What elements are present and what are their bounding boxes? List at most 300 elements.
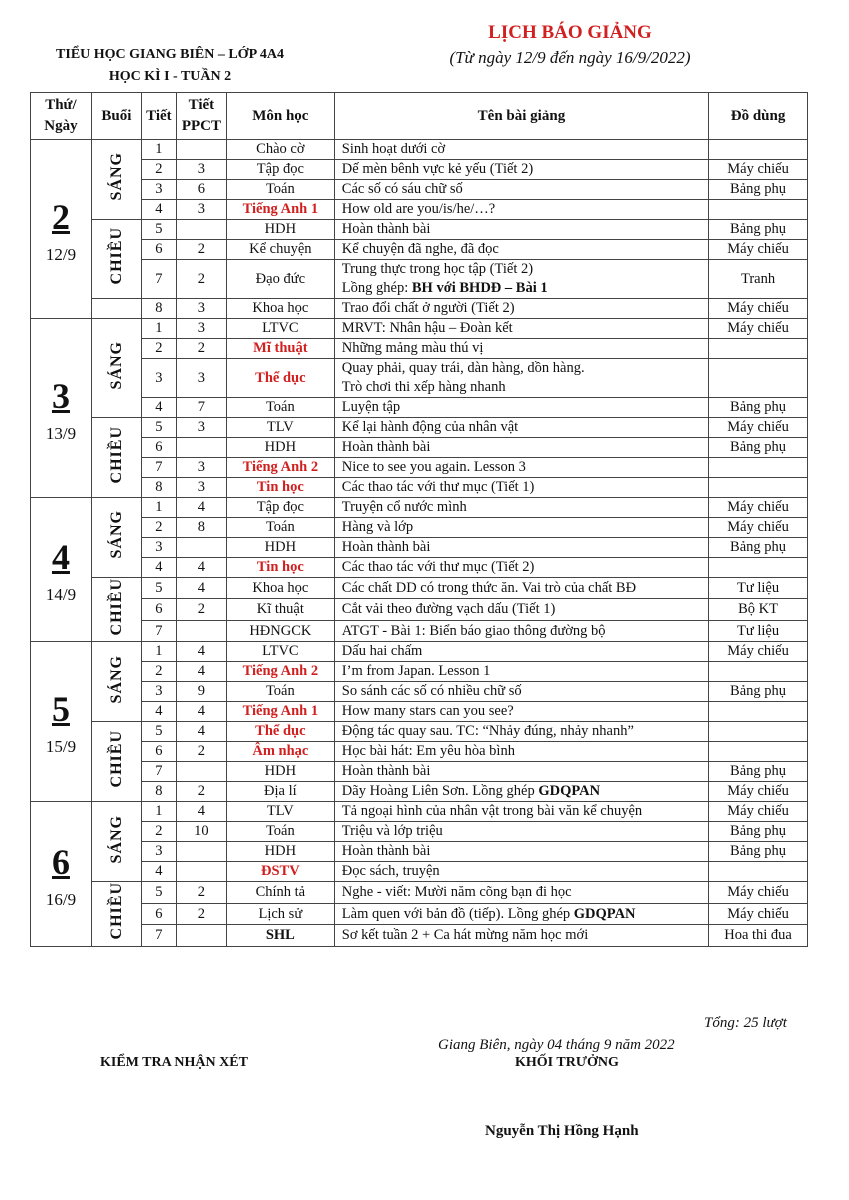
subject-cell: Địa lí [226, 782, 334, 802]
tool-cell [709, 702, 808, 722]
subject-cell: Đạo đức [226, 260, 334, 299]
lesson-cell [334, 319, 708, 339]
period-cell: 7 [141, 458, 176, 478]
lesson-cell [334, 299, 708, 319]
lesson-text: Kể lại hành động của nhân vật [341, 419, 519, 435]
day-number: 3 [51, 375, 70, 416]
lesson-text: Đọc sách, truyện [341, 863, 440, 880]
lesson-text: Cắt vải theo đường vạch dấu (Tiết 1) [341, 601, 556, 618]
day-cell [31, 319, 92, 498]
tool-cell: Bảng phụ [709, 438, 808, 458]
day-date: 15/9 [45, 737, 77, 757]
lesson-text: I’m from Japan. Lesson 1 [341, 663, 491, 680]
lesson-cell [334, 240, 708, 260]
table-row [31, 299, 808, 319]
ppct-cell: 4 [176, 662, 226, 682]
date-range: (Từ ngày 12/9 đến ngày 16/9/2022) [449, 48, 691, 67]
school-header [20, 44, 320, 88]
column-header: Tên bài giảng [334, 93, 708, 140]
period-cell: 5 [141, 418, 176, 438]
lesson-text: ATGT - Bài 1: Biển báo giao thông đường bộ [341, 622, 606, 639]
ppct-cell: 3 [176, 458, 226, 478]
table-row [31, 558, 808, 578]
lesson-text: Truyện cổ nước mình [341, 499, 467, 515]
lesson-text: Các thao tác với thư mục (Tiết 2) [341, 559, 535, 575]
lesson-text: How old are you/is/he/…? [341, 201, 496, 217]
tool-cell: Máy chiếu [709, 319, 808, 339]
subject-cell: Tập đọc [226, 160, 334, 180]
tool-cell: Máy chiếu [709, 299, 808, 319]
period-cell: 5 [141, 220, 176, 240]
tool-cell: Bộ KT [709, 599, 808, 620]
session-label: CHIỀU [107, 227, 125, 285]
lesson-highlight: GDQPAN [538, 783, 601, 800]
period-cell: 1 [141, 498, 176, 518]
ppct-cell: 3 [176, 359, 226, 398]
lesson-text: Sơ kết tuần 2 + Ca hát mừng năm học mới [341, 927, 589, 944]
table-row [31, 620, 808, 641]
table-row [31, 903, 808, 924]
tool-cell [709, 359, 808, 398]
period-cell: 7 [141, 762, 176, 782]
lesson-text: Dế mèn bênh vực kẻ yếu (Tiết 2) [341, 161, 534, 177]
lesson-text: Các thao tác với thư mục (Tiết 1) [341, 479, 535, 495]
subject-cell: HDH [226, 538, 334, 558]
table-row [31, 925, 808, 946]
subject-cell: TLV [226, 802, 334, 822]
ppct-cell [176, 762, 226, 782]
column-header: Tiết PPCT [176, 93, 226, 140]
tool-cell: Máy chiếu [709, 418, 808, 438]
table-row [31, 642, 808, 662]
lesson-text: Các chất DD có trong thức ăn. Vai trò của chất BĐ [341, 579, 637, 596]
day-cell [31, 140, 92, 319]
subject-cell: ĐSTV [226, 862, 334, 882]
check-label: KIỂM TRA NHẬN XÉT [100, 1055, 248, 1070]
table-row [31, 578, 808, 599]
ppct-cell: 2 [176, 742, 226, 762]
lesson-text: Triệu và lớp triệu [341, 823, 443, 840]
ppct-cell [176, 862, 226, 882]
subject-cell: Tin học [226, 478, 334, 498]
tool-cell: Bảng phụ [709, 398, 808, 418]
lesson-cell [334, 903, 708, 924]
ppct-cell: 3 [176, 478, 226, 498]
period-cell: 4 [141, 398, 176, 418]
subject-cell: Khoa học [226, 578, 334, 599]
subject-cell: Toán [226, 822, 334, 842]
table-row [31, 802, 808, 822]
lesson-cell [334, 862, 708, 882]
lesson-text: Nice to see you again. Lesson 3 [341, 459, 526, 475]
lesson-text: How many stars can you see? [341, 703, 514, 720]
period-cell: 2 [141, 518, 176, 538]
tool-cell: Bảng phụ [709, 682, 808, 702]
period-cell: 6 [141, 903, 176, 924]
period-cell: 5 [141, 722, 176, 742]
session-cell [91, 498, 141, 578]
subject-cell: Tập đọc [226, 498, 334, 518]
ppct-cell: 8 [176, 518, 226, 538]
ppct-cell: 4 [176, 702, 226, 722]
period-cell: 6 [141, 438, 176, 458]
subject-cell: Thể dục [226, 722, 334, 742]
table-row [31, 702, 808, 722]
table-row [31, 398, 808, 418]
column-header: Môn học [226, 93, 334, 140]
tool-cell [709, 742, 808, 762]
period-cell: 8 [141, 478, 176, 498]
lesson-text: Nghe - viết: Mười năm cõng bạn đi học [341, 884, 572, 901]
session-label: CHIỀU [107, 730, 125, 788]
subject-cell: Kĩ thuật [226, 599, 334, 620]
lesson-text: Tả ngoại hình của nhân vật trong bài văn kể chuyện [341, 803, 643, 820]
day-number: 6 [51, 841, 70, 882]
ppct-cell: 2 [176, 240, 226, 260]
lesson-cell [334, 842, 708, 862]
ppct-cell: 2 [176, 903, 226, 924]
day-date: 12/9 [45, 244, 77, 264]
term-label: HỌC KÌ I - TUẦN 2 [108, 69, 232, 84]
ppct-cell: 2 [176, 599, 226, 620]
lesson-cell [334, 140, 708, 160]
period-cell: 3 [141, 180, 176, 200]
ppct-cell: 10 [176, 822, 226, 842]
subject-cell: Âm nhạc [226, 742, 334, 762]
session-label: SÁNG [107, 510, 125, 559]
period-cell: 7 [141, 925, 176, 946]
lesson-cell [334, 359, 708, 398]
tool-cell: Máy chiếu [709, 882, 808, 903]
column-header: Buổi [91, 93, 141, 140]
lesson-cell [334, 782, 708, 802]
column-header: Thứ/ Ngày [31, 93, 92, 140]
session-cell [91, 418, 141, 498]
subject-cell: LTVC [226, 319, 334, 339]
table-row [31, 862, 808, 882]
tool-cell [709, 458, 808, 478]
ppct-cell [176, 538, 226, 558]
subject-cell: HDH [226, 438, 334, 458]
lesson-text: Trao đổi chất ở người (Tiết 2) [341, 300, 515, 316]
lesson-text: Học bài hát: Em yêu hòa bình [341, 743, 515, 760]
ppct-cell: 4 [176, 722, 226, 742]
ppct-cell: 6 [176, 180, 226, 200]
day-number: 5 [51, 689, 70, 730]
table-row [31, 599, 808, 620]
lesson-cell [334, 538, 708, 558]
lesson-text: Động tác quay sau. TC: “Nhảy đúng, nhảy nhanh” [341, 723, 634, 740]
table-row [31, 240, 808, 260]
lesson-cell [334, 220, 708, 240]
table-row [31, 160, 808, 180]
schedule-header [410, 20, 730, 70]
subject-cell: Mĩ thuật [226, 339, 334, 359]
table-row [31, 200, 808, 220]
ppct-cell: 4 [176, 802, 226, 822]
session-cell [91, 882, 141, 946]
period-cell: 1 [141, 140, 176, 160]
lesson-text: Trung thực trong học tập (Tiết 2) Lồng ghép: [341, 261, 534, 296]
tool-cell: Máy chiếu [709, 498, 808, 518]
lesson-cell [334, 518, 708, 538]
subject-cell: Tin học [226, 558, 334, 578]
day-date: 14/9 [45, 585, 77, 605]
tool-cell [709, 662, 808, 682]
session-cell [91, 319, 141, 418]
lesson-text: Làm quen với bản đồ (tiếp). Lồng ghép [341, 905, 574, 922]
subject-cell: Toán [226, 180, 334, 200]
tool-cell: Bảng phụ [709, 538, 808, 558]
table-row [31, 682, 808, 702]
lesson-cell [334, 662, 708, 682]
period-cell: 6 [141, 599, 176, 620]
ppct-cell: 3 [176, 418, 226, 438]
session-cell [91, 140, 141, 220]
lesson-highlight: BH với BHDĐ – Bài 1 [411, 280, 548, 296]
tool-cell: Máy chiếu [709, 782, 808, 802]
ppct-cell: 3 [176, 299, 226, 319]
ppct-cell: 4 [176, 642, 226, 662]
period-cell: 6 [141, 742, 176, 762]
lesson-cell [334, 558, 708, 578]
table-row [31, 438, 808, 458]
ppct-cell: 3 [176, 319, 226, 339]
lesson-text: Hoàn thành bài [341, 843, 431, 860]
tool-cell [709, 140, 808, 160]
ppct-cell: 2 [176, 339, 226, 359]
signer-name: Nguyễn Thị Hồng Hạnh [485, 1123, 639, 1139]
table-row [31, 842, 808, 862]
table-row [31, 140, 808, 160]
ppct-cell: 2 [176, 782, 226, 802]
table-row [31, 538, 808, 558]
subject-cell: HDH [226, 842, 334, 862]
period-cell: 3 [141, 538, 176, 558]
lesson-cell [334, 702, 708, 722]
tool-cell: Bảng phụ [709, 822, 808, 842]
ppct-cell [176, 842, 226, 862]
lesson-cell [334, 260, 708, 299]
day-cell [31, 642, 92, 802]
ppct-cell [176, 220, 226, 240]
lesson-cell [334, 742, 708, 762]
lesson-text: Các số có sáu chữ số [341, 181, 463, 197]
period-cell: 3 [141, 842, 176, 862]
lesson-highlight: GDQPAN [573, 905, 636, 922]
ppct-cell: 4 [176, 498, 226, 518]
tool-cell [709, 862, 808, 882]
tool-cell [709, 339, 808, 359]
session-cell [91, 642, 141, 722]
subject-cell: Tiếng Anh 2 [226, 458, 334, 478]
lesson-cell [334, 802, 708, 822]
lesson-text: Kể chuyện đã nghe, đã đọc [341, 241, 499, 257]
lesson-cell [334, 398, 708, 418]
subject-cell: Tiếng Anh 1 [226, 200, 334, 220]
session-cell [91, 220, 141, 299]
session-label: CHIỀU [107, 425, 125, 484]
subject-cell: Chính tả [226, 882, 334, 903]
subject-cell: HDH [226, 762, 334, 782]
tool-cell [709, 200, 808, 220]
lesson-cell [334, 418, 708, 438]
table-row [31, 722, 808, 742]
period-cell: 3 [141, 359, 176, 398]
tool-cell [709, 558, 808, 578]
tool-cell: Bảng phụ [709, 762, 808, 782]
subject-cell: Toán [226, 518, 334, 538]
lesson-text: Dấu hai chấm [341, 643, 423, 660]
ppct-cell: 7 [176, 398, 226, 418]
period-cell: 2 [141, 160, 176, 180]
period-cell: 5 [141, 882, 176, 903]
period-cell: 1 [141, 319, 176, 339]
period-cell: 4 [141, 862, 176, 882]
day-date: 13/9 [45, 423, 77, 443]
subject-cell: HĐNGCK [226, 620, 334, 641]
tool-cell: Máy chiếu [709, 802, 808, 822]
ppct-cell: 2 [176, 882, 226, 903]
subject-cell: Tiếng Anh 1 [226, 702, 334, 722]
period-cell: 8 [141, 299, 176, 319]
table-row [31, 498, 808, 518]
subject-cell: Toán [226, 398, 334, 418]
lesson-text: Dãy Hoàng Liên Sơn. Lồng ghép [341, 783, 539, 800]
table-row [31, 762, 808, 782]
subject-cell: Tiếng Anh 2 [226, 662, 334, 682]
tool-cell: Tư liệu [709, 620, 808, 641]
table-row [31, 782, 808, 802]
place-date: Giang Biên, ngày 04 tháng 9 năm 2022 [438, 1037, 675, 1053]
table-row [31, 260, 808, 299]
lesson-text: Hoàn thành bài [341, 539, 431, 555]
period-cell: 7 [141, 620, 176, 641]
subject-cell: HDH [226, 220, 334, 240]
lesson-text: Hàng và lớp [341, 519, 414, 535]
table-row [31, 339, 808, 359]
lesson-text: So sánh các số có nhiều chữ số [341, 683, 522, 700]
lesson-cell [334, 438, 708, 458]
day-date: 16/9 [45, 889, 77, 909]
lesson-cell [334, 882, 708, 903]
session-cell [91, 578, 141, 642]
session-label: CHIỀU [107, 578, 125, 636]
lesson-text: Sinh hoạt dưới cờ [341, 141, 446, 157]
ppct-cell: 4 [176, 558, 226, 578]
tool-cell: Máy chiếu [709, 642, 808, 662]
day-cell [31, 802, 92, 946]
lesson-text: Luyện tập [341, 399, 401, 415]
table-row [31, 478, 808, 498]
table-row [31, 518, 808, 538]
table-row [31, 882, 808, 903]
session-cell [91, 722, 141, 802]
subject-cell: Khoa học [226, 299, 334, 319]
tool-cell: Máy chiếu [709, 160, 808, 180]
subject-cell: Thể dục [226, 359, 334, 398]
lesson-cell [334, 160, 708, 180]
table-row [31, 662, 808, 682]
ppct-cell [176, 438, 226, 458]
session-cell [91, 299, 141, 319]
column-header: Tiết [141, 93, 176, 140]
subject-cell: TLV [226, 418, 334, 438]
ppct-cell [176, 620, 226, 641]
session-label: SÁNG [107, 340, 125, 390]
ppct-cell: 9 [176, 682, 226, 702]
tool-cell: Máy chiếu [709, 240, 808, 260]
lesson-cell [334, 722, 708, 742]
day-number: 2 [51, 196, 70, 237]
column-header: Đồ dùng [709, 93, 808, 140]
lesson-cell [334, 478, 708, 498]
period-cell: 2 [141, 339, 176, 359]
table-row [31, 742, 808, 762]
period-cell: 5 [141, 578, 176, 599]
page-title: LỊCH BÁO GIẢNG [488, 22, 652, 43]
tool-cell: Bảng phụ [709, 842, 808, 862]
table-row [31, 822, 808, 842]
tool-cell: Bảng phụ [709, 220, 808, 240]
period-cell: 4 [141, 200, 176, 220]
lesson-text: Những mảng màu thú vị [341, 340, 484, 356]
lesson-cell [334, 458, 708, 478]
ppct-cell [176, 140, 226, 160]
table-row [31, 220, 808, 240]
period-cell: 1 [141, 642, 176, 662]
lesson-cell [334, 822, 708, 842]
ppct-cell: 4 [176, 578, 226, 599]
lesson-cell [334, 180, 708, 200]
lesson-cell [334, 925, 708, 946]
day-cell [31, 498, 92, 642]
subject-cell: Chào cờ [226, 140, 334, 160]
lesson-cell [334, 339, 708, 359]
period-cell: 3 [141, 682, 176, 702]
table-row [31, 418, 808, 438]
period-cell: 2 [141, 662, 176, 682]
tool-cell: Máy chiếu [709, 903, 808, 924]
day-number: 4 [51, 537, 70, 578]
subject-cell: Lịch sử [226, 903, 334, 924]
lesson-cell [334, 498, 708, 518]
tool-cell [709, 722, 808, 742]
period-cell: 7 [141, 260, 176, 299]
period-cell: 1 [141, 802, 176, 822]
tool-cell: Bảng phụ [709, 180, 808, 200]
tool-cell: Hoa thi đua [709, 925, 808, 946]
period-cell: 4 [141, 702, 176, 722]
tool-cell [709, 478, 808, 498]
period-cell: 4 [141, 558, 176, 578]
subject-cell: Kể chuyện [226, 240, 334, 260]
lesson-text: MRVT: Nhân hậu – Đoàn kết [341, 320, 513, 336]
total-count: Tổng: 25 lượt [704, 1015, 787, 1031]
ppct-cell [176, 925, 226, 946]
lesson-text: Hoàn thành bài [341, 763, 431, 780]
tool-cell: Tư liệu [709, 578, 808, 599]
schedule-table [30, 92, 808, 947]
period-cell: 8 [141, 782, 176, 802]
subject-cell: LTVC [226, 642, 334, 662]
table-row [31, 458, 808, 478]
lesson-cell [334, 642, 708, 662]
subject-cell: SHL [226, 925, 334, 946]
session-label: CHIỀU [107, 882, 125, 940]
lesson-cell [334, 762, 708, 782]
lesson-text: Quay phải, quay trái, dàn hàng, dồn hàng. Trò chơi thi xếp hàng nhanh [341, 360, 585, 395]
